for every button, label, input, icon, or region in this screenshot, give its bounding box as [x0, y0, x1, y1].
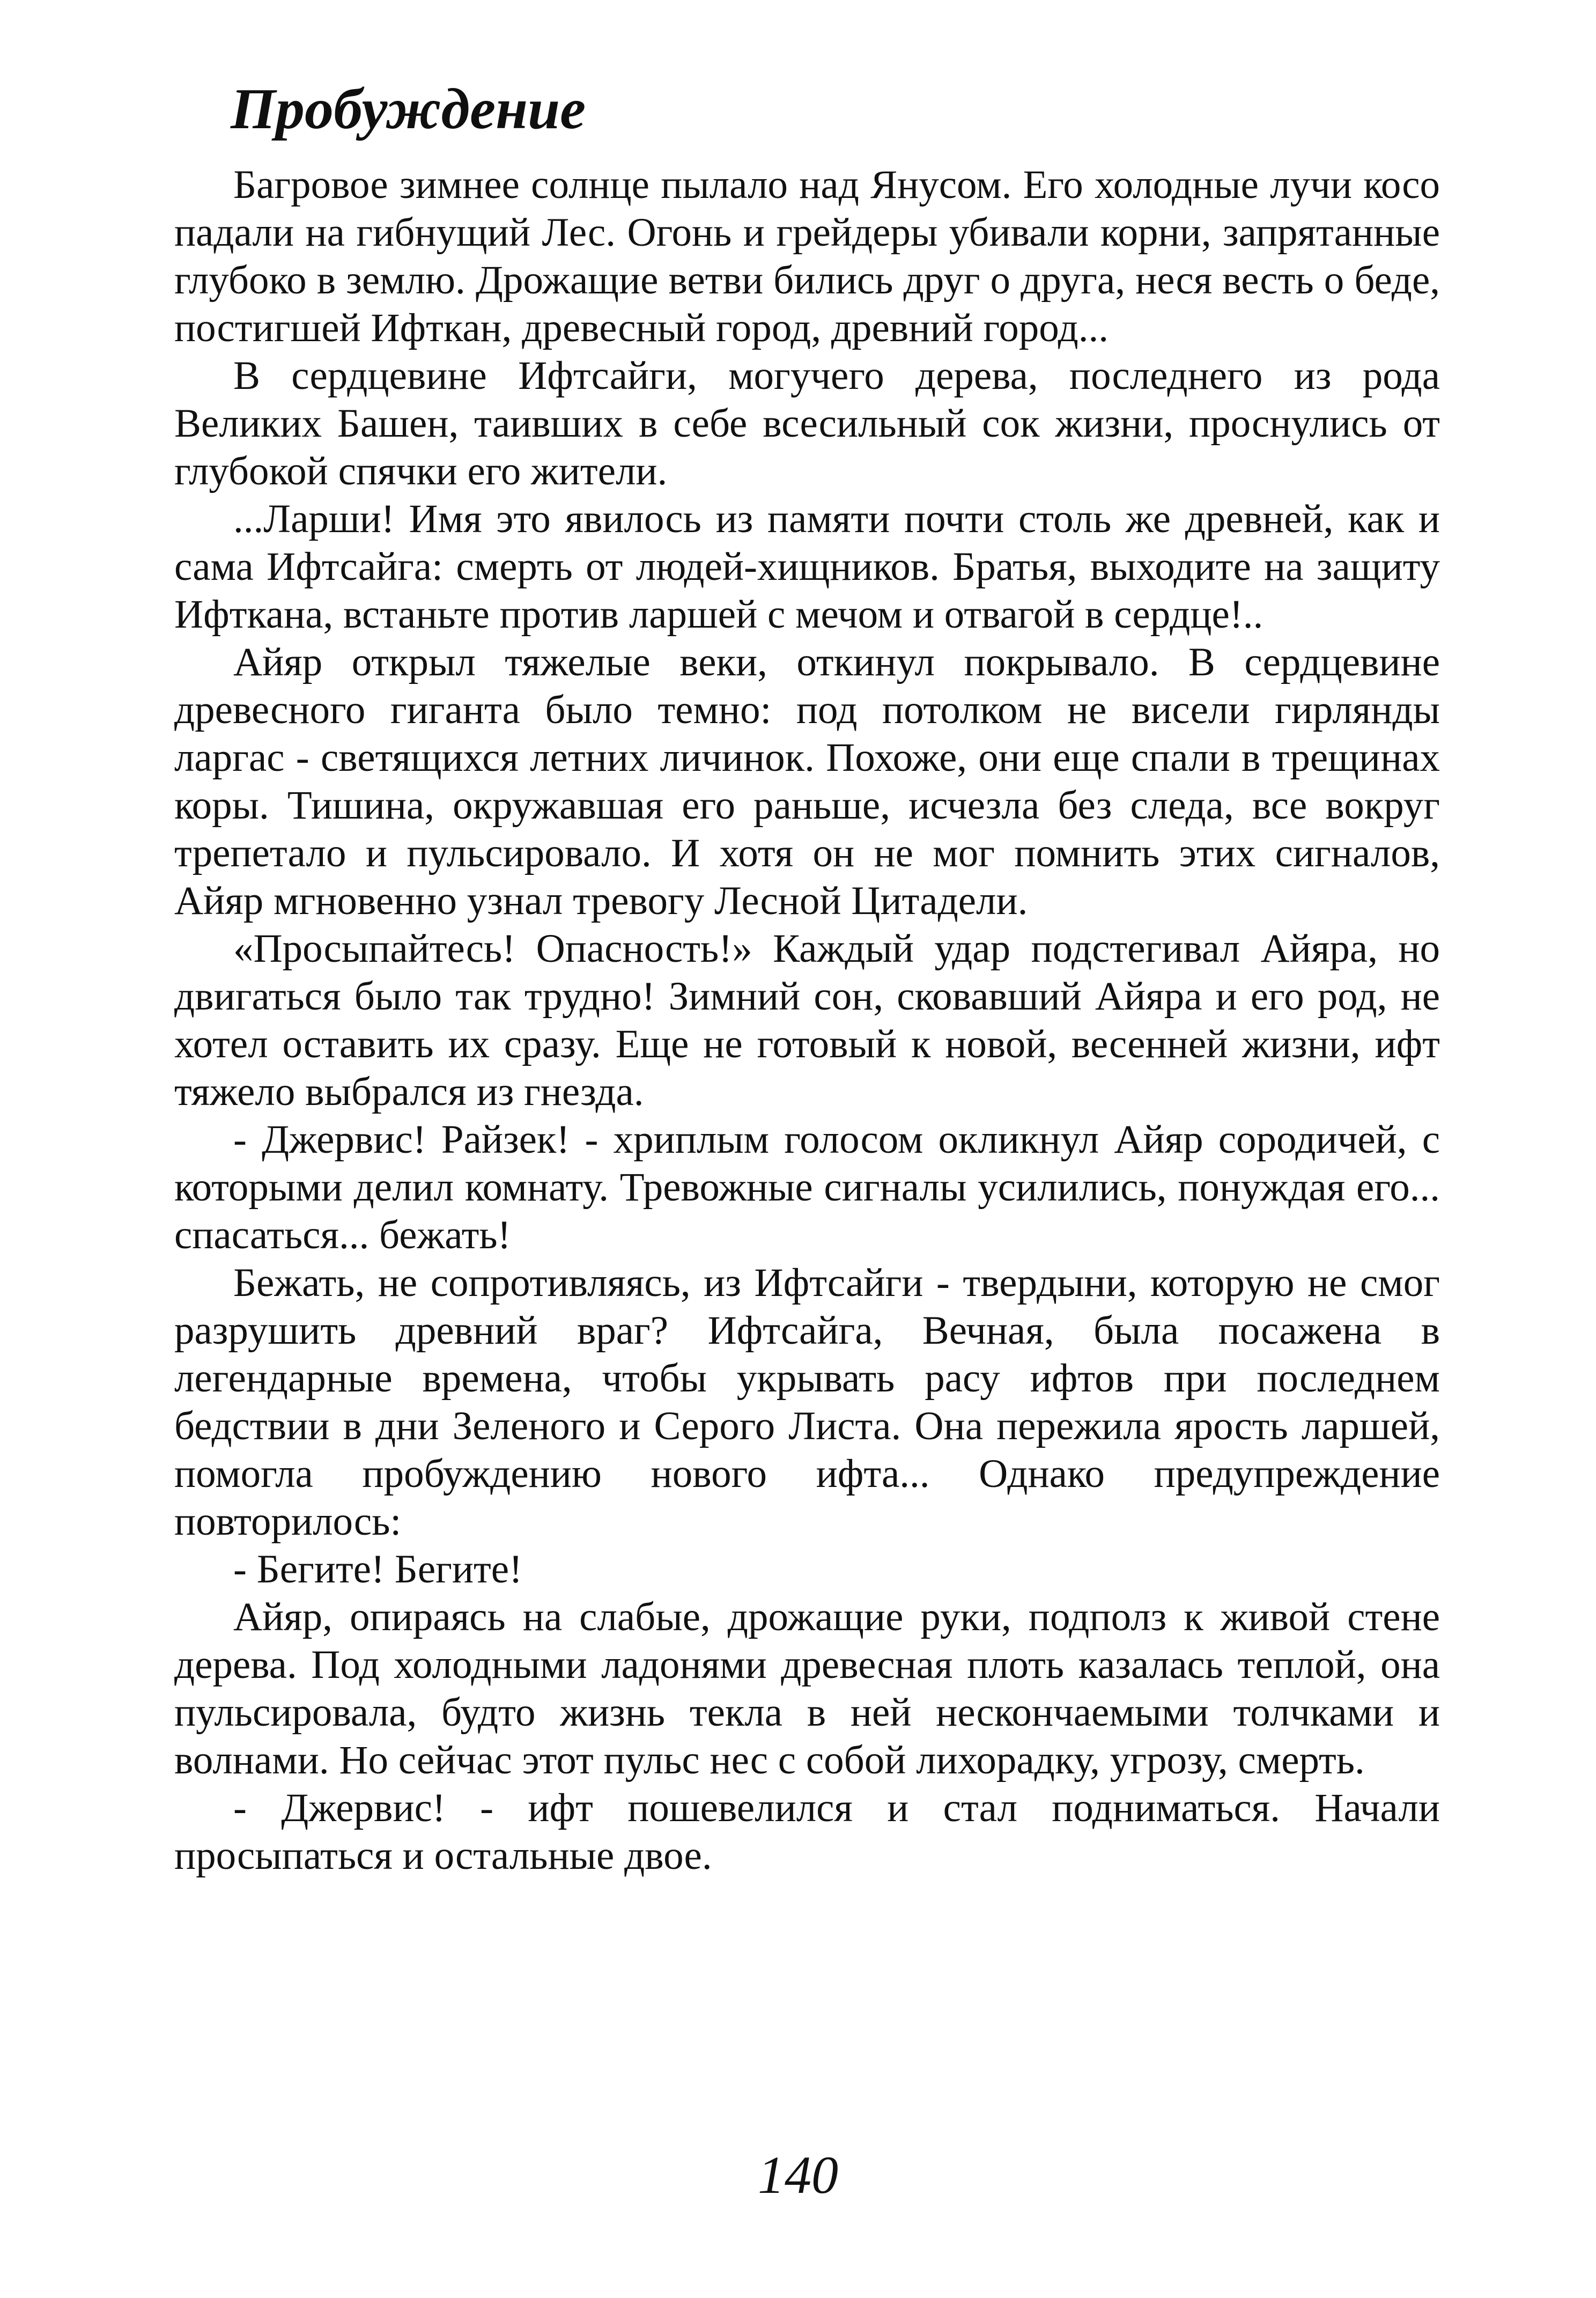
paragraph: - Джервис! Райзек! - хриплым голосом окликнул Айяр сородичей, с которыми делил комнату. Тревожные сигналы усилились, понуждая его... спасаться... бежать! [174, 1117, 1440, 1257]
paragraph: Айяр открыл тяжелые веки, откинул покрывало. В сердцевине древесного гиганта было темно: под потолком не висели гирлянды ларгас - светящихся летних личинок. Похоже, они еще спали в трещинах коры. Тишина, окружавшая его раньше, исчезла без следа, все вокруг трепетало и пульсировало. И хотя он не мог помнить этих сигналов, Айяр мгновенно узнал тревогу Лесной Цитадели. [174, 640, 1440, 923]
paragraph: Айяр, опираясь на слабые, дрожащие руки, подполз к живой стене дерева. Под холодными ладонями древесная плоть казалась теплой, она пульсировала, будто жизнь текла в ней нескончаемыми толчками и волнами. Но сейчас этот пульс нес с собой лихорадку, угрозу, смерть. [174, 1595, 1440, 1783]
paragraph: ...Ларши! Имя это явилось из памяти почти столь же древней, как и сама Ифтсайга: смерть от людей-хищников. Братья, выходите на защиту Ифткана, встаньте против ларшей с мечом и отвагой в сердце!.. [174, 497, 1440, 637]
paragraph: «Просыпайтесь! Опасность!» Каждый удар подстегивал Айяра, но двигаться было так трудно! Зимний сон, сковавший Айяра и его род, не хотел оставить их сразу. Еще не готовый к новой, весенней жизни, ифт тяжело выбрался из гнезда. [174, 926, 1440, 1114]
paragraph: - Джервис! - ифт пошевелился и стал подниматься. Начали просыпаться и остальные двое. [174, 1786, 1440, 1878]
page-number: 140 [758, 2145, 838, 2205]
paragraph: - Бегите! Бегите! [233, 1547, 523, 1592]
chapter-title: Пробуждение [231, 77, 586, 141]
paragraph: В сердцевине Ифтсайги, могучего дерева, последнего из рода Великих Башен, таивших в себе всесильный сок жизни, проснулись от глубокой спячки его жители. [174, 353, 1440, 494]
paragraph: Бежать, не сопротивляясь, из Ифтсайги - твердыни, которую не смог разрушить древний враг? Ифтсайга, Вечная, была посажена в легендарные времена, чтобы укрывать расу ифтов при последнем бедствии в дни Зеленого и Серого Листа. Она пережила ярость ларшей, помогла пробуждению нового ифта... Однако предупреждение повторилось: [174, 1261, 1440, 1544]
paragraph: Багровое зимнее солнце пылало над Янусом. Его холодные лучи косо падали на гибнущий Лес. Огонь и грейдеры убивали корни, запрятанные глубоко в землю. Дрожащие ветви бились друг о друга, неся весть о беде, постигшей Ифткан, древесный город, древний город... [174, 163, 1440, 350]
chapter-text [174, 161, 1440, 1880]
